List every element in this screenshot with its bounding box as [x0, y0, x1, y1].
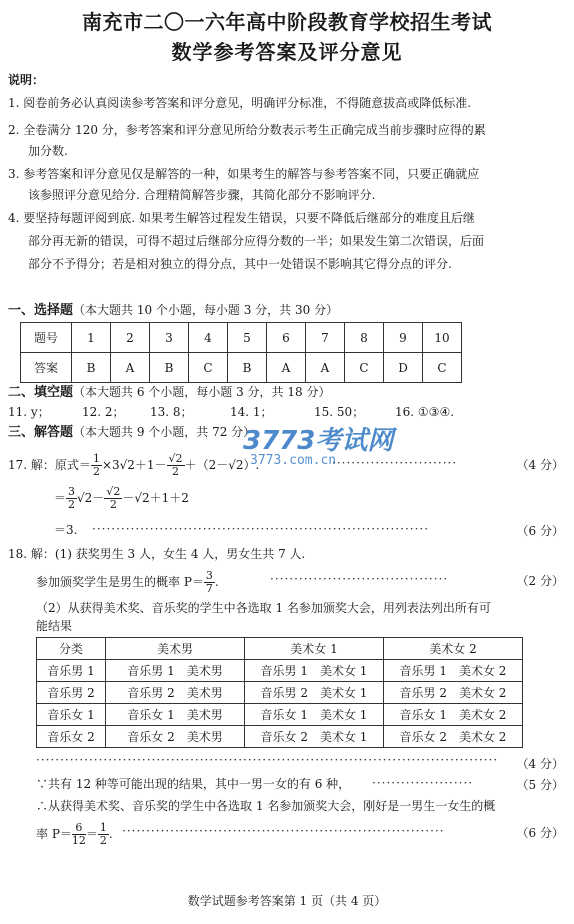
fraction-three-half	[66, 486, 77, 511]
table-cell: 音乐男 1 美术女 2	[384, 660, 523, 682]
q17-line1	[8, 453, 259, 478]
section-1-label: 一、选择题	[8, 303, 74, 318]
q17-score-1: （4 分）	[516, 458, 564, 472]
fill-answer-15	[314, 402, 364, 422]
frac-num: 6	[72, 822, 86, 835]
note-3: 3. 参考答案和评分意见仅是解答的一种，如果考生的解答与参考答案不同，只要正确就应	[8, 167, 480, 181]
row-header: 音乐男 1	[37, 660, 106, 682]
q17-text: 解：原式＝	[30, 458, 91, 472]
table-cell: 音乐女 1 美术女 2	[384, 704, 523, 726]
fill-answer-13	[150, 402, 193, 422]
note-1: 1. 阅卷前务必认真阅读参考答案和评分意见，明确评分标准，不得随意拔高或降低标准.	[8, 96, 472, 110]
q18-text: ＝	[85, 827, 98, 841]
q17-line2	[54, 486, 189, 511]
fill-answer-14	[230, 402, 273, 422]
q18-text: 率 P＝	[36, 827, 72, 841]
answer-key-subtitle: 数学参考答案及评分意见	[171, 40, 403, 64]
q18-score-3: （5 分）	[516, 778, 564, 792]
table-cell: 音乐女 2 美术女 2	[384, 726, 523, 748]
q-num-cell: 2	[111, 323, 150, 353]
question-number-header: 题号	[21, 323, 72, 353]
fill-number: 13.	[150, 405, 170, 419]
fraction-three-sevenths	[204, 570, 215, 595]
fill-answer: ①③④.	[417, 405, 455, 419]
q-num-cell: 3	[150, 323, 189, 353]
q18-text: 解：(1) 获奖男生 3 人，女生 4 人，男女生共 7 人.	[30, 547, 306, 561]
frac-num: 3	[68, 485, 76, 498]
note-2-cont: 加分数.	[28, 144, 68, 158]
fill-number: 11.	[8, 405, 28, 419]
fraction-root2-over-2	[104, 486, 122, 511]
column-header: 美术女 1	[245, 638, 384, 660]
question-number-row	[21, 323, 462, 353]
exam-title: 南充市二〇一六年高中阶段教育学校招生考试	[82, 10, 492, 34]
q18-line4: 能结果	[36, 619, 73, 633]
row-header: 音乐男 2	[37, 682, 106, 704]
q18-line5: ∵共有 12 种等可能出现的结果，其中一男一女的有 6 种，	[36, 777, 351, 791]
fill-answer: 50；	[336, 405, 365, 419]
fill-answer: 8；	[172, 405, 193, 419]
table-cell: 音乐男 2 美术男	[106, 682, 245, 704]
section-3-heading	[8, 422, 255, 443]
q-num-cell: 7	[306, 323, 345, 353]
dot-leader: ·····································	[270, 572, 449, 586]
row-header: 音乐女 1	[37, 704, 106, 726]
frac-num: 3	[205, 569, 213, 582]
answer-cell: B	[72, 353, 111, 383]
q18-line6: ∴从获得美术奖、音乐奖的学生中各选取 1 名参加颁奖大会，刚好是一男生一女生的概	[36, 799, 496, 813]
q-num-cell: 4	[189, 323, 228, 353]
note-4: 4. 要坚持每题评阅到底. 如果考生解答过程发生错误，只要不降低后继部分的难度且后继	[8, 211, 475, 225]
frac-den: 2	[109, 498, 117, 511]
answer-cell: C	[423, 353, 462, 383]
q18-line1	[8, 544, 305, 564]
table-row	[37, 726, 523, 748]
fraction-root2-over-2	[167, 453, 185, 478]
q18-text: .	[214, 575, 219, 589]
q-num-cell: 6	[267, 323, 306, 353]
dot-leader: ································································································	[36, 753, 499, 767]
table-row	[37, 704, 523, 726]
section-3-label: 三、解答题	[8, 425, 74, 440]
section-2-desc: （本大题共 6 个小题，每小题 3 分，共 18 分）	[73, 385, 331, 399]
frac-den: 2	[99, 834, 107, 847]
dot-leader: ···································································	[122, 824, 445, 838]
q18-text: 参加颁奖学生是男生的概率 P＝	[36, 575, 204, 589]
frac-num: √2	[168, 452, 183, 465]
note-4-cont: 部分再无新的错误，可得不超过后继部分应得分数的一半；如果发生第二次错误，后面	[28, 234, 485, 248]
frac-num: √2	[106, 485, 121, 498]
dot-leader: ·····················	[372, 776, 474, 790]
answer-cell: B	[150, 353, 189, 383]
table-header-row	[37, 638, 523, 660]
fraction-one-half	[98, 822, 109, 847]
section-3-desc: （本大题共 9 个小题，共 72 分）	[73, 425, 256, 439]
q18-number: 18.	[8, 547, 28, 561]
answer-cell: B	[228, 353, 267, 383]
fill-answer: 1；	[252, 405, 273, 419]
q18-score-1: （2 分）	[516, 574, 564, 588]
table-cell: 音乐男 2 美术女 2	[384, 682, 523, 704]
q17-number: 17.	[8, 458, 28, 472]
q17-text: √2－	[77, 491, 105, 505]
answer-cell: C	[345, 353, 384, 383]
fraction-six-twelfths	[72, 822, 86, 847]
column-header: 美术男	[106, 638, 245, 660]
dot-leader: ······································································	[92, 522, 430, 536]
table-cell: 音乐男 2 美术女 1	[245, 682, 384, 704]
fill-number: 12.	[82, 405, 102, 419]
frac-den: 12	[71, 834, 86, 847]
q18-line7	[36, 822, 113, 847]
q-num-cell: 1	[72, 323, 111, 353]
q17-line3: ＝3.	[54, 523, 78, 537]
q18-score-2: （4 分）	[516, 757, 564, 771]
answer-header: 答案	[21, 353, 72, 383]
frac-den: 2	[68, 498, 76, 511]
watermark-url: 3773.com.cn	[250, 453, 337, 468]
fraction-one-half	[91, 453, 102, 478]
q18-text: .	[108, 827, 113, 841]
q18-line2	[36, 570, 219, 595]
fill-answer-16	[395, 402, 454, 422]
row-header: 音乐女 2	[37, 726, 106, 748]
q-num-cell: 8	[345, 323, 384, 353]
note-3-cont: 该参照评分意见给分. 合理精简解答步骤，其简化部分不影响评分.	[28, 188, 376, 202]
table-cell: 音乐男 1 美术女 1	[245, 660, 384, 682]
frac-num: 1	[92, 452, 100, 465]
q-num-cell: 5	[228, 323, 267, 353]
answer-cell: C	[189, 353, 228, 383]
answer-cell: A	[306, 353, 345, 383]
answer-cell: A	[267, 353, 306, 383]
section-2-label: 二、填空题	[8, 385, 74, 400]
table-row	[37, 660, 523, 682]
q17-score-2: （6 分）	[516, 524, 564, 538]
table-cell: 音乐女 2 美术男	[106, 726, 245, 748]
fill-answer: y；	[30, 405, 50, 419]
q17-text: ＝	[54, 491, 67, 505]
section-2-heading	[8, 382, 330, 403]
q17-text: －√2＋1＋2	[122, 491, 189, 505]
table-cell: 音乐女 1 美术女 1	[245, 704, 384, 726]
note-2: 2. 全卷满分 120 分，参考答案和评分意见所给分数表示考生正确完成当前步骤时应得的累	[8, 123, 486, 137]
category-header: 分类	[37, 638, 106, 660]
section-1-heading	[8, 300, 338, 321]
outcome-list-table	[36, 637, 523, 748]
answer-cell: D	[384, 353, 423, 383]
frac-den: 2	[92, 465, 100, 478]
q17-text: ＋（2－√2）.	[184, 458, 260, 472]
section-1-desc: （本大题共 10 个小题，每小题 3 分，共 30 分）	[73, 303, 339, 317]
choice-answer-table	[20, 322, 462, 383]
table-cell: 音乐女 1 美术男	[106, 704, 245, 726]
q18-line3: （2）从获得美术奖、音乐奖的学生中各选取 1 名参加颁奖大会，用列表法列出所有可	[36, 601, 491, 615]
q17-text: ×3√2＋1－	[101, 458, 167, 472]
table-cell: 音乐男 1 美术男	[106, 660, 245, 682]
fill-number: 14.	[230, 405, 250, 419]
watermark-logo: 3773考试网	[243, 426, 394, 456]
note-4-cont2: 部分不予得分；若是相对独立的得分点，其中一处错误不影响其它得分点的评分.	[28, 257, 452, 271]
table-cell: 音乐女 2 美术女 1	[245, 726, 384, 748]
table-row	[37, 682, 523, 704]
frac-num: 1	[99, 821, 107, 834]
dot-leader: ··························	[332, 456, 458, 470]
answer-row	[21, 353, 462, 383]
frac-den: 2	[172, 465, 180, 478]
page-footer: 数学试题参考答案第 1 页（共 4 页）	[187, 894, 387, 908]
fill-answer-11	[8, 402, 50, 422]
q-num-cell: 10	[423, 323, 462, 353]
q-num-cell: 9	[384, 323, 423, 353]
frac-den: 7	[205, 582, 213, 595]
fill-answer: 2；	[104, 405, 125, 419]
fill-answer-12	[82, 402, 125, 422]
fill-number: 15.	[314, 405, 334, 419]
q18-score-4: （6 分）	[516, 826, 564, 840]
notes-heading: 说明：	[8, 73, 45, 87]
column-header: 美术女 2	[384, 638, 523, 660]
fill-number: 16.	[395, 405, 415, 419]
answer-cell: A	[111, 353, 150, 383]
